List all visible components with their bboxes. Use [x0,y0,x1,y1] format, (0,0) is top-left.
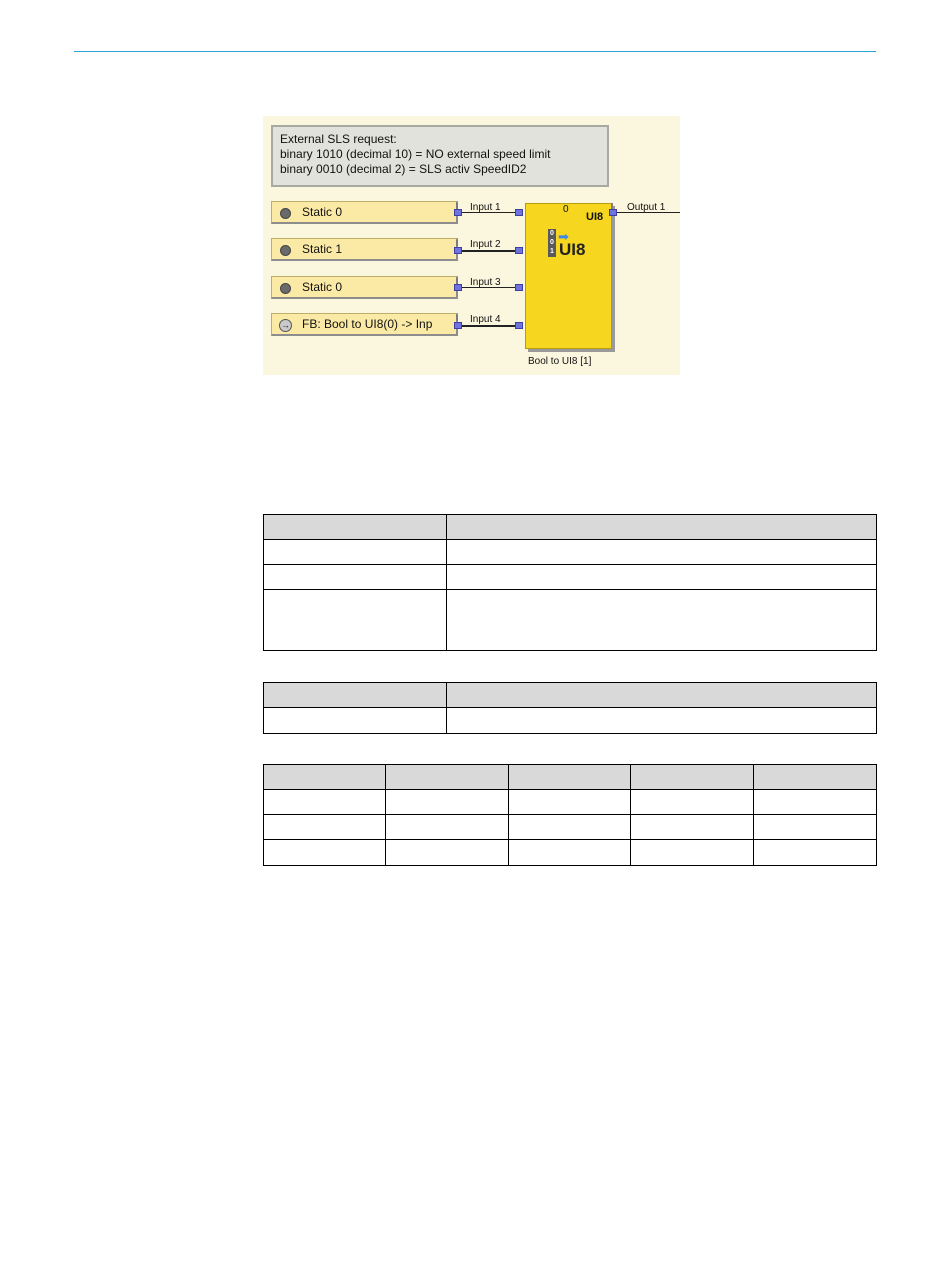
function-block-bool-to-ui8[interactable] [525,203,612,349]
table-header-cell [754,765,877,790]
block-output-port-1[interactable] [609,209,617,216]
bit: 0 [550,230,554,237]
table-header-cell [264,683,447,708]
table-cell [264,540,447,565]
input-element-label: Static 0 [302,205,343,219]
table-header-cell [631,765,754,790]
table-header-cell [264,765,386,790]
truth-table [263,764,877,866]
table-cell [264,708,447,734]
parameter-table-2 [263,682,877,734]
function-block-type: UI8 [586,211,604,223]
status-dot-icon [280,283,291,294]
connector-tab [456,315,458,321]
table-cell [447,590,877,651]
table-cell [754,840,877,866]
parameter-table-1 [263,514,877,651]
output-port[interactable] [454,247,462,254]
header-rule [74,51,876,52]
wire-label: Input 3 [470,277,501,288]
table-cell [631,840,754,866]
comment-box[interactable] [271,125,609,187]
input-element-static-0[interactable] [271,201,458,224]
table-cell [264,590,447,651]
block-input-port-4[interactable] [515,322,523,329]
table-cell [264,565,447,590]
logic-diagram [263,116,680,375]
wire-label: Input 1 [470,202,501,213]
input-element-label: Static 0 [302,280,343,294]
table-cell [754,815,877,840]
table-cell [754,790,877,815]
status-dot-icon [280,245,291,256]
arrow-right-icon: ➡ [558,229,569,244]
connection-wire [462,250,516,252]
function-block-value: 0 [563,204,569,215]
output-port[interactable] [454,284,462,291]
block-input-port-3[interactable] [515,284,523,291]
fb-jump-icon: → [281,320,290,330]
function-block-icon-text: UI8 [559,240,586,259]
bit: 1 [550,248,554,255]
input-element-fb-jump[interactable] [271,313,458,336]
table-header-cell [447,515,877,540]
table-header-cell [264,515,447,540]
bits-icon [548,229,556,257]
block-input-port-1[interactable] [515,209,523,216]
table-cell [631,790,754,815]
table-cell [447,540,877,565]
wire-label: Input 2 [470,239,501,250]
table-cell [447,565,877,590]
table-cell [509,840,631,866]
comment-line: binary 1010 (decimal 10) = NO external speed limit [280,147,551,161]
table-cell [631,815,754,840]
table-cell [509,815,631,840]
function-block-caption: Bool to UI8 [1] [528,356,592,367]
table-cell [386,840,509,866]
input-element-static-0b[interactable] [271,276,458,299]
input-element-label: Static 1 [302,242,343,256]
connection-wire [462,325,516,327]
bool-to-ui8-icon [548,229,588,259]
table-header-cell [447,683,877,708]
table-cell [264,840,386,866]
input-element-static-1[interactable] [271,238,458,261]
table-cell [264,815,386,840]
table-cell [386,815,509,840]
table-cell [447,708,877,734]
block-input-port-2[interactable] [515,247,523,254]
bit: 0 [550,239,554,246]
comment-line: External SLS request: [280,132,397,146]
output-port[interactable] [454,322,462,329]
table-cell [386,790,509,815]
table-header-cell [509,765,631,790]
input-element-label: FB: Bool to UI8(0) -> Inp [302,317,433,331]
connector-tab [456,240,458,246]
output-port[interactable] [454,209,462,216]
table-header-cell [386,765,509,790]
table-cell [509,790,631,815]
wire-label: Input 4 [470,314,501,325]
status-dot-icon [280,208,291,219]
comment-line: binary 0010 (decimal 2) = SLS activ SpeedID2 [280,162,527,176]
output-label: Output 1 [627,202,666,213]
table-cell [264,790,386,815]
